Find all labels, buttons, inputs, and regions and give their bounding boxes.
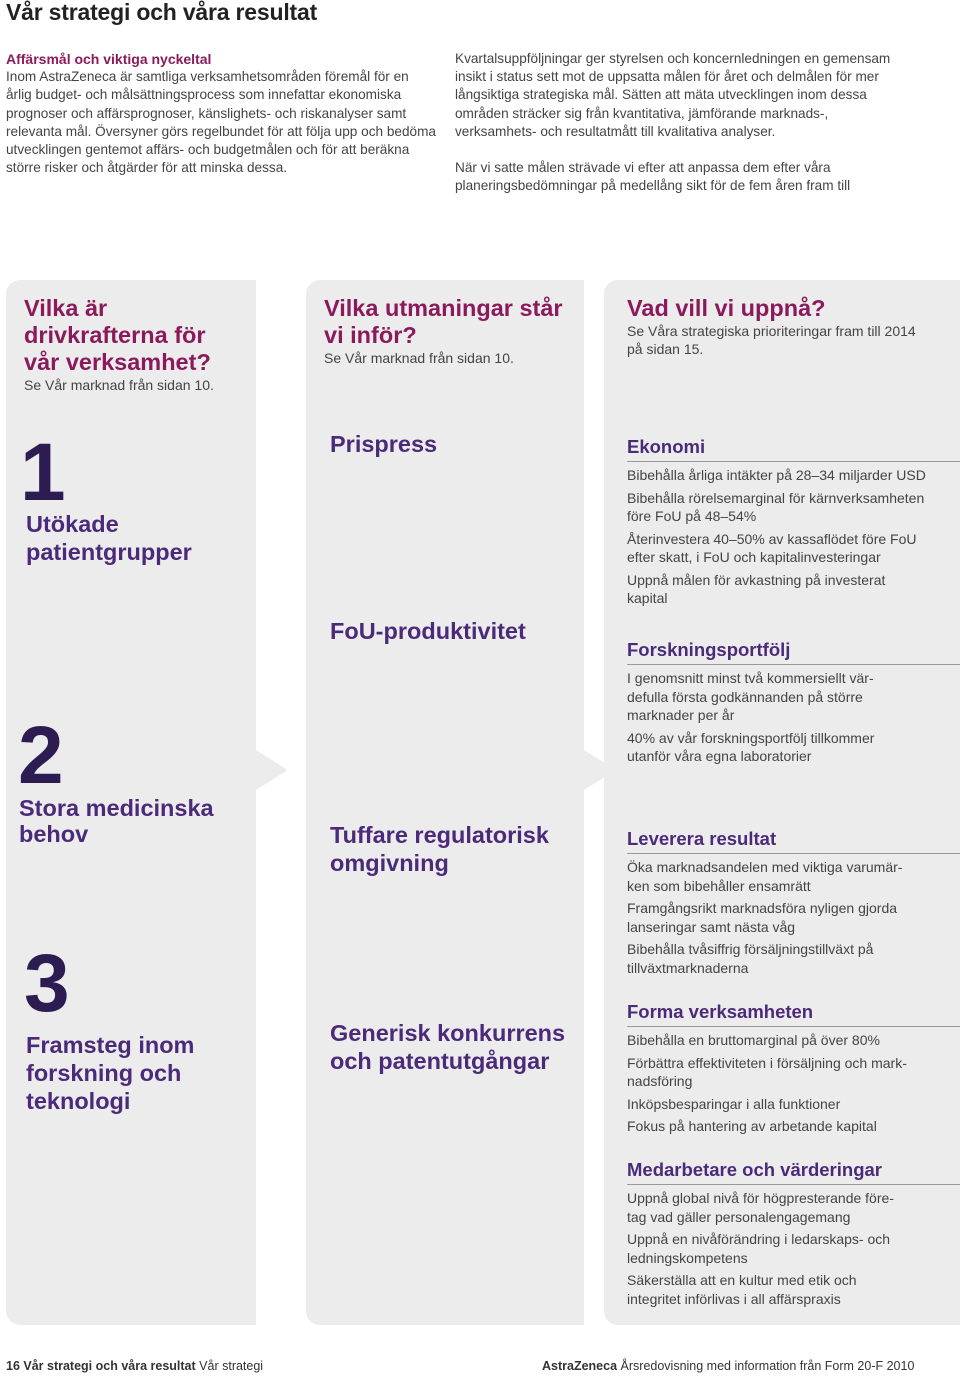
intro-left: [6, 50, 436, 177]
goal-section-medarbetare: [627, 1159, 960, 1308]
goal-title: Ekonomi: [627, 436, 960, 462]
intro-right: [455, 50, 895, 195]
footer-left: [6, 1359, 263, 1373]
goal-section-leverera: [627, 828, 960, 977]
goal-item: 40% av vår forskningsportfölj tillkommer utanför våra egna laboratorier: [627, 729, 875, 764]
goal-item: Återinvestera 40–50% av kassaflödet före FoU efter skatt, i FoU och kapitalinvesteringar: [627, 530, 917, 565]
goal-item: Förbättra effektiviteten i försäljning och mark-nadsföring: [627, 1054, 907, 1089]
goal-item: Uppnå global nivå för högpresterande före-tag vad gäller personalengagemang: [627, 1190, 894, 1225]
challenge-2: FoU-produktivitet: [330, 618, 526, 644]
goal-item: Fokus på hantering av arbetande kapital: [627, 1118, 877, 1134]
intro-right-p2: När vi satte målen strävade vi efter att anpassa dem efter våra planeringsbedömningar på medellång sikt för de fem åren fram till: [455, 160, 851, 194]
drivers-heading: Vilka är drivkrafterna för vår verksamhet? Se Vår marknad från sidan 10.: [24, 295, 244, 394]
footer-right: [542, 1359, 914, 1373]
goal-section-forma: [627, 1001, 960, 1136]
goal-item: Bibehålla en bruttomarginal på över 80%: [627, 1032, 880, 1048]
intro-left-text: Inom AstraZeneca är samtliga verksamhetsområden föremål för en årlig budget- och målsättningsprocess som innefattar ekonomiska prognoser och affärsprognoser, känslighets- och riskanalyser samt relevanta mål. Översyner görs regelbundet för att följa upp och bedöma utvecklingen gentemot affärs- och budgetmålen och för att beräkna större risker och åtgärder för att minska dessa.: [6, 69, 436, 176]
driver-label-3: Framsteg inom forskning och teknologi: [26, 1032, 195, 1114]
driver-number-2: 2: [18, 710, 61, 801]
goal-title: Medarbetare och värderingar: [627, 1159, 960, 1185]
footer-company: AstraZeneca: [542, 1359, 618, 1373]
page-title: Vår strategi och våra resultat: [6, 0, 318, 25]
goal-title: Leverera resultat: [627, 828, 960, 854]
goal-item: Öka marknadsandelen med viktiga varumär-ken som bibehåller ensamrätt: [627, 859, 903, 894]
drivers-sub: Se Vår marknad från sidan 10.: [24, 377, 214, 393]
goal-item: Inköpsbesparingar i alla funktioner: [627, 1095, 841, 1112]
goal-section-forskningsportfolj: [627, 639, 960, 766]
driver-number-3: 3: [24, 938, 67, 1029]
goals-heading: Vad vill vi uppnå? Se Våra strategiska prioriteringar fram till 2014 på sidan 15.: [627, 295, 927, 358]
challenges-heading: Vilka utmaningar står vi inför? Se Vår marknad från sidan 10.: [324, 295, 584, 367]
driver-number-1: 1: [20, 427, 63, 518]
goal-item: Framgångsrikt marknadsföra nyligen gjorda lanseringar samt nästa våg: [627, 900, 898, 935]
goal-item: I genomsnitt minst två kommersiellt vär-defulla första godkännanden på större marknader per år: [627, 670, 874, 723]
challenges-sub: Se Vår marknad från sidan 10.: [324, 350, 514, 366]
footer-report: Årsredovisning med information från Form 20-F 2010: [620, 1359, 915, 1373]
goal-item: Bibehålla årliga intäkter på 28–34 miljarder USD: [627, 467, 926, 483]
driver-label-2: Stora medicinska behov: [19, 795, 214, 847]
driver-label-1: Utökade patientgrupper: [26, 511, 192, 565]
goal-item: Säkerställa att en kultur med etik och integritet införlivas i all affärspraxis: [627, 1272, 857, 1307]
goal-item: Bibehålla rörelsemarginal för kärnverksamheten före FoU på 48–54%: [627, 489, 925, 524]
footer-page-section: 16 Vår strategi och våra resultat: [6, 1359, 196, 1373]
goals-sub: Se Våra strategiska prioriteringar fram till 2014 på sidan 15.: [627, 323, 916, 357]
goal-item: Uppnå målen för avkastning på investerat kapital: [627, 571, 886, 606]
goal-title: Forma verksamheten: [627, 1001, 960, 1027]
goal-title: Forskningsportfölj: [627, 639, 960, 665]
goal-item: Bibehålla tvåsiffrig försäljningstillväxt på tillväxtmarknaderna: [627, 941, 874, 976]
challenge-1: Prispress: [330, 431, 438, 457]
footer-chapter: Vår strategi: [199, 1359, 264, 1373]
challenge-3: Tuffare regulatorisk omgivning: [330, 822, 549, 876]
challenge-4: Generisk konkurrens och patentutgångar: [330, 1020, 566, 1074]
goal-item: Uppnå en nivåförändring i ledarskaps- och ledningskompetens: [627, 1231, 891, 1266]
intro-heading: Affärsmål och viktiga nyckeltal: [6, 51, 212, 67]
intro-right-p1: Kvartalsuppföljningar ger styrelsen och koncernledningen en gemensam insikt i status sett mot de uppsatta målen för året och delmålen för mer långsiktiga strategiska mål. Sätten att mäta utvecklingen inom dessa områden sträcker sig från kvantitativa, jämförande marknads-, verksamhets- och resultatmått till kvalitativa analyser.: [455, 51, 891, 139]
goal-section-ekonomi: [627, 436, 960, 608]
